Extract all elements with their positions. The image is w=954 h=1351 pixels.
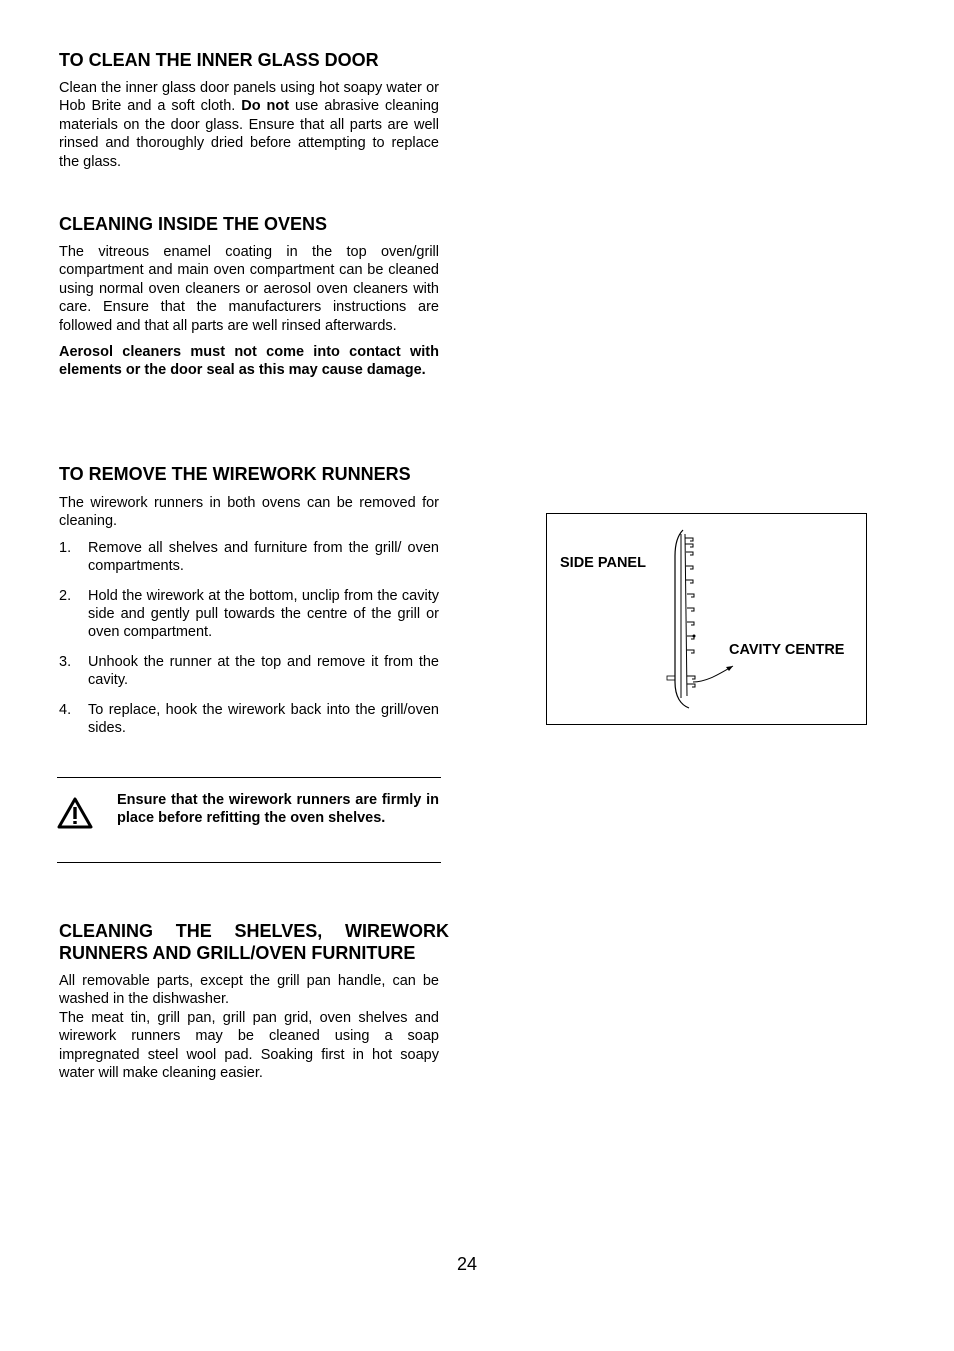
step-number: 3. xyxy=(59,653,72,670)
step-number: 2. xyxy=(59,587,72,604)
paragraph-dishwasher: All removable parts, except the grill pan handle, can be washed in the dishwasher. xyxy=(59,973,439,1008)
label-side-panel: SIDE PANEL xyxy=(560,555,646,571)
step-item xyxy=(59,539,439,576)
heading-remove-wirework-runners: TO REMOVE THE WIREWORK RUNNERS xyxy=(59,464,411,484)
warning-triangle-icon xyxy=(57,797,93,829)
step-text: Remove all shelves and furniture from the grill/ oven compartments. xyxy=(88,539,439,575)
runner-diagram xyxy=(546,513,867,725)
steps-list xyxy=(59,539,439,738)
label-cavity-centre: CAVITY CENTRE xyxy=(729,642,845,658)
section-cleaning-inside-ovens xyxy=(59,213,439,380)
step-item xyxy=(59,653,439,690)
caution-box xyxy=(57,777,441,863)
step-text: To replace, hook the wirework back into the grill/oven sides. xyxy=(88,701,439,737)
paragraph-runners-intro: The wirework runners in both ovens can be removed for cleaning. xyxy=(59,495,439,530)
text-run: Clean the inner glass door panels using hot soapy water or Hob Brite and a soft cloth. xyxy=(59,80,439,115)
aerosol-warning-text: Aerosol cleaners must not come into contact with elements or the door seal as this may cause damage. xyxy=(59,344,439,379)
page-number: 24 xyxy=(457,1254,478,1274)
section-clean-inner-glass-door xyxy=(59,49,439,171)
heading-cleaning-inside-ovens: CLEANING INSIDE THE OVENS xyxy=(59,214,328,234)
step-number: 1. xyxy=(59,539,72,556)
step-item xyxy=(59,701,439,738)
step-item xyxy=(59,587,439,642)
emphasis-do-not: Do not xyxy=(241,98,290,115)
text-run: use abrasive cleaning materials on the door glass. Ensure that all parts are well rinsed and thoroughly dried before attempting to replace the glass. xyxy=(59,98,439,170)
step-number: 4. xyxy=(59,701,72,718)
section-remove-wirework-runners xyxy=(59,463,439,748)
step-text: Hold the wirework at the bottom, unclip from the cavity side and gently pull towards the centre of the grill or oven compartment. xyxy=(88,587,439,641)
step-text: Unhook the runner at the top and remove it from the cavity. xyxy=(88,653,439,689)
paragraph-inner-glass-door xyxy=(59,79,439,171)
heading-cleaning-shelves: CLEANING THE SHELVES, WIREWORK RUNNERS AND GRILL/OVEN FURNITURE xyxy=(59,921,449,963)
paragraph-steel-wool: The meat tin, grill pan, grill pan grid, oven shelves and wirework runners may be cleaned using a soap impregnated steel wool pad. Soaking first in hot soapy water will make cleaning easier. xyxy=(59,1009,439,1082)
paragraph-ovens-cleaning: The vitreous enamel coating in the top oven/grill compartment and main oven compartment can be cleaned using normal oven cleaners or aerosol oven cleaners with care. Ensure that the manufacturers instructions are followed and that all parts are well rinsed afterwards. xyxy=(59,244,439,334)
caution-text: Ensure that the wirework runners are firmly in place before refitting the oven shelves. xyxy=(117,792,439,827)
wirework-runner-drawing xyxy=(657,522,737,712)
section-cleaning-shelves xyxy=(59,920,449,1082)
heading-clean-inner-glass-door: TO CLEAN THE INNER GLASS DOOR xyxy=(59,50,379,70)
